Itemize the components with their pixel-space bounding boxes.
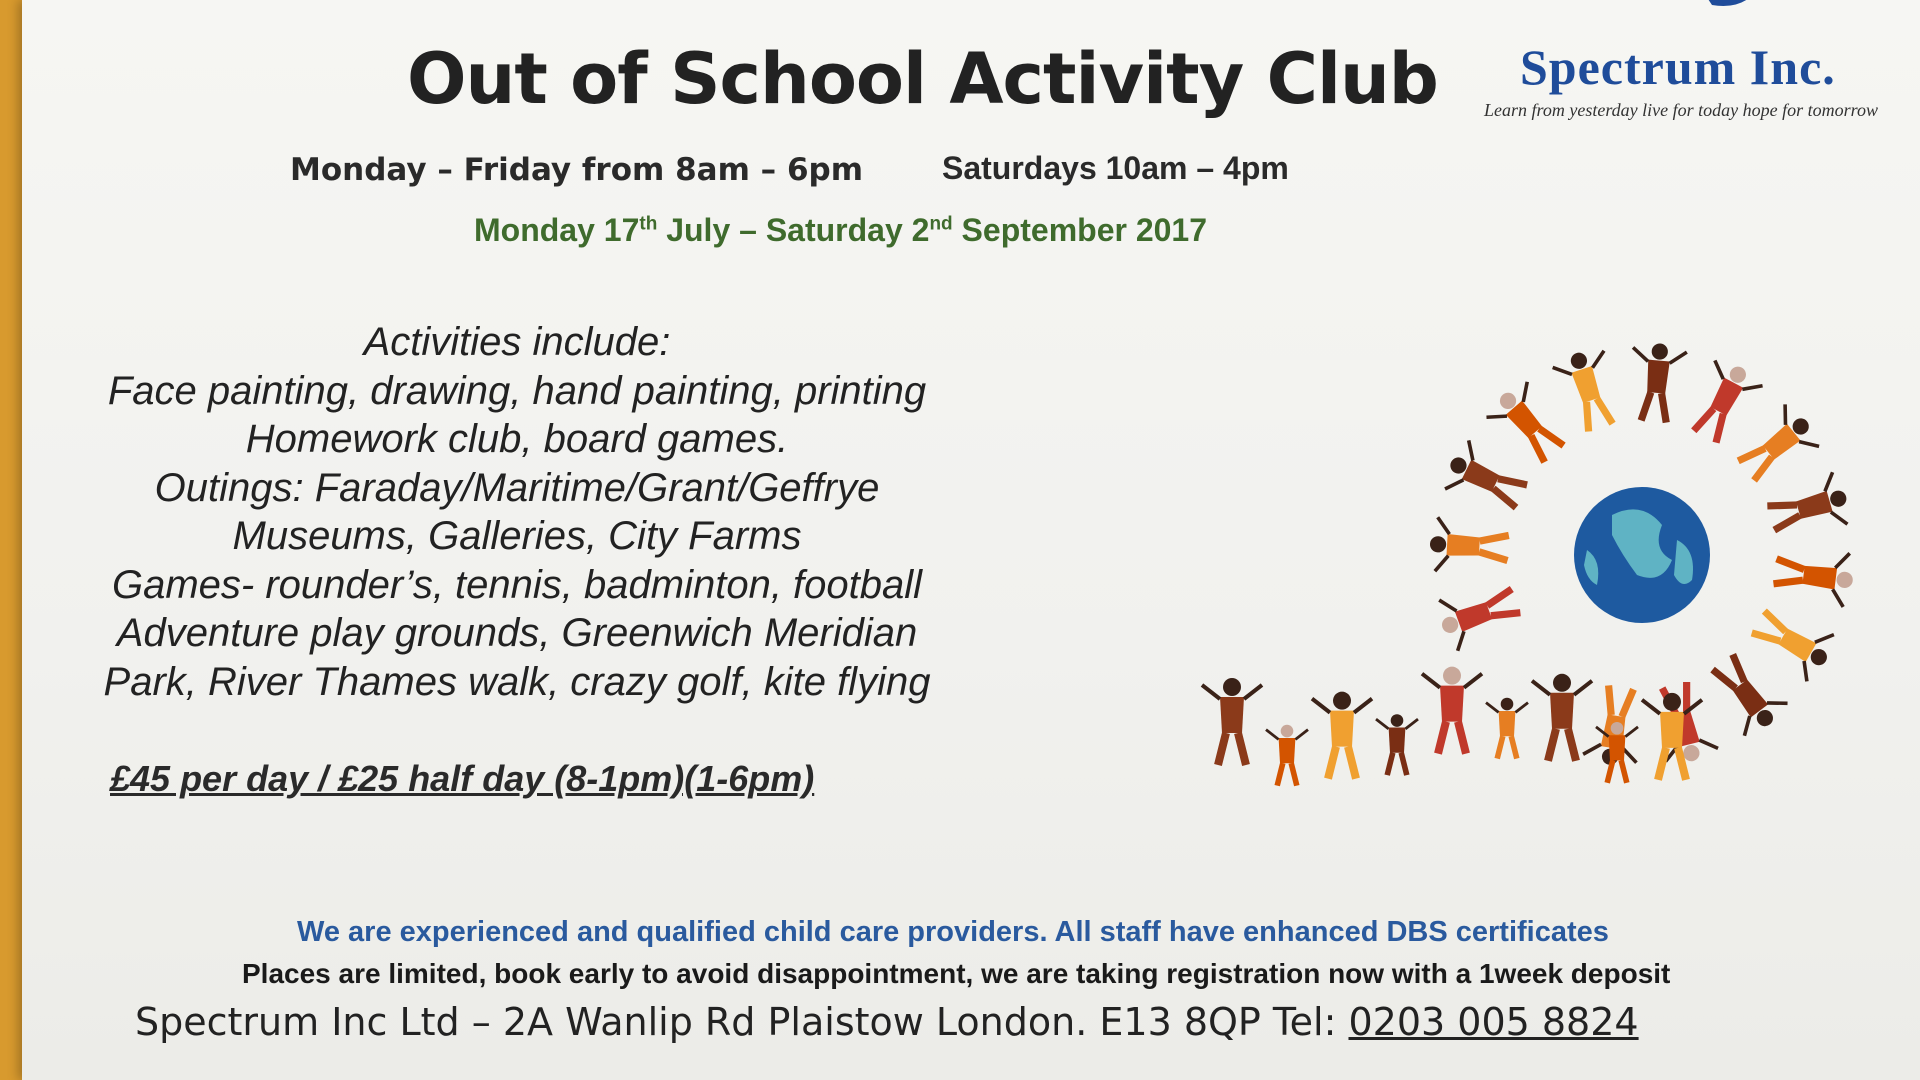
qualified-statement: We are experienced and qualified child care providers. All staff have enhanced DBS certificates [297,916,1609,948]
dancing-child-figure [1648,678,1719,767]
phone-number[interactable]: 0203 005 8824 [1348,1000,1639,1044]
activity-line: Museums, Galleries, City Farms [232,514,802,558]
logo-tagline: Learn from yesterday live for today hope for tomorrow [1484,100,1878,120]
dancing-child-figure [1486,698,1528,759]
dancing-child-figure [1681,355,1765,449]
dancing-child-figure [1532,674,1592,761]
dancing-child-figure [1422,667,1482,754]
dancing-child-figure [1551,345,1627,436]
saturday-hours: Saturdays 10am – 4pm [942,150,1289,186]
activity-line: Games- rounder’s, tennis, badminton, football [111,562,923,607]
date-middle: July – Saturday 2 [657,212,930,248]
activity-line: Park, River Thames walk, crazy golf, kite flying [103,659,931,704]
places-notice: Places are limited, book early to avoid disappointment, we are taking registration now with a 1week deposit [242,958,1671,989]
dancing-child-figure [1596,722,1638,783]
logo [1482,0,1920,140]
date-start: Monday 17 [474,212,640,248]
activity-line: Outings: Faraday/Maritime/Grant/Geffrye [154,465,880,510]
dancing-child-figure [1772,545,1856,608]
date-range [474,212,1207,249]
dancing-child-figure [1439,438,1533,521]
address-text: Spectrum Inc Ltd – 2A Wanlip Rd Plaistow London. E13 8QP Tel: [135,1000,1349,1044]
flyer-title: Out of School Activity Club [407,38,1438,120]
contact-address [135,1000,1639,1044]
dancing-child-figure [1266,725,1308,786]
flyer [22,0,1920,1080]
activity-line: Homework club, board games. [245,417,789,461]
logo-name: Spectrum Inc. [1520,39,1836,95]
dancing-child-figure [1701,646,1791,741]
dancing-child-figure [1433,575,1525,653]
date-end: September 2017 [952,212,1208,248]
activities-heading: Activities include: [363,320,671,364]
dancing-child-figure [1745,599,1840,685]
date-end-suffix: nd [929,213,953,235]
activity-line: Adventure play grounds, Greenwich Meridian [116,611,918,655]
dancing-child-figure [1312,692,1372,779]
dancing-child-figure [1429,517,1510,575]
dancing-child-figure [1376,714,1418,775]
dancing-child-figure [1763,471,1853,544]
date-start-suffix: th [639,213,658,235]
dancing-child-figure [1482,377,1574,472]
spectrum-logo-mark-icon [1682,0,1802,30]
dancing-child-figure [1202,678,1262,765]
weekday-hours: Monday – Friday from 8am – 6pm [290,152,864,188]
price: £45 per day / £25 half day (8-1pm)(1-6pm) [110,758,815,799]
children-around-globe-illustration-icon [1192,285,1892,845]
activities-list [52,318,982,706]
dancing-child-figure [1729,400,1824,491]
dancing-child-figure [1627,341,1688,424]
activity-line: Face painting, drawing, hand painting, printing [107,368,927,413]
